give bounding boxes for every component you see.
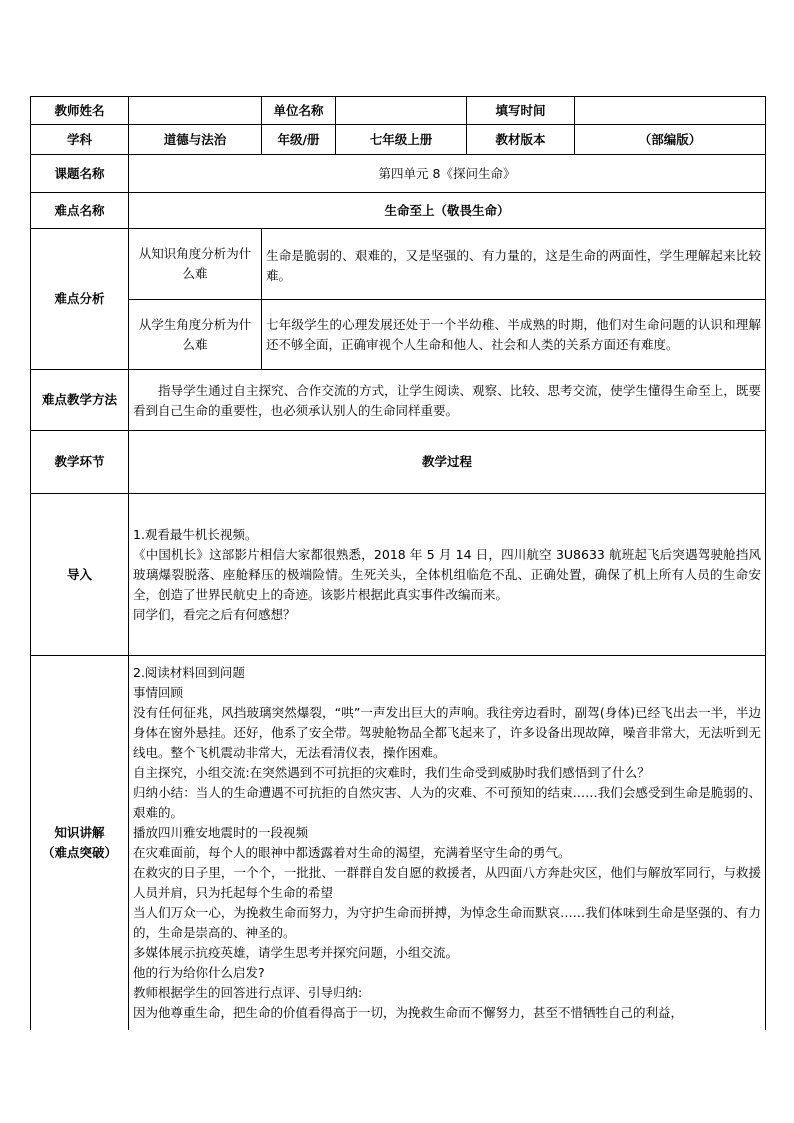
fill-date-label: 填写时间 (467, 97, 575, 125)
grade-value: 七年级上册 (336, 125, 467, 155)
lesson-title-value: 第四单元 8《探问生命》 (129, 155, 766, 193)
knowledge-row (31, 656, 766, 1030)
knowledge-line: 2.阅读材料回到问题 (133, 664, 245, 680)
knowledge-line: 播放四川雅安地震时的一段视频 (133, 824, 309, 840)
teaching-stage-label: 教学环节 (31, 431, 129, 494)
header-row-1 (31, 97, 766, 125)
knowledge-content (129, 656, 766, 1030)
knowledge-line: 在灾难面前，每个人的眼神中都透露着对生命的渴望，充满着坚守生命的勇气。 (133, 844, 571, 860)
subject-label: 学科 (31, 125, 129, 155)
knowledge-label (31, 656, 129, 1030)
teaching-method-text: 指导学生通过自主探究、合作交流的方式，让学生阅读、观察、比较、思考交流，使学生懂得生命至上，既要看到自己生命的重要性，也必须承认别人的生命同样重要。 (129, 370, 766, 431)
analysis-student-text: 七年级学生的心理发展还处于一个半幼稚、半成熟的时期，他们对生命问题的认识和理解还不够全面，正确审视个人生命和他人、社会和人类的关系方面还有难度。 (262, 300, 766, 370)
analysis-row-student (31, 300, 766, 370)
method-row (31, 370, 766, 431)
title-row (31, 155, 766, 193)
edition-value: （部编版） (575, 125, 766, 155)
knowledge-line: 归纳小结：当人的生命遭遇不可抗拒的自然灾害、人为的灾难、不可预知的结束……我们会感受到生命是脆弱的、艰难的。 (133, 784, 761, 820)
unit-name-value[interactable] (336, 97, 467, 125)
analysis-student-label-text: 从学生角度分析为什么难 (138, 316, 252, 352)
fill-date-value[interactable] (575, 97, 766, 125)
header-row-2 (31, 125, 766, 155)
knowledge-line: 在救灾的日子里，一个个，一批批、一群群自发自愿的救援者，从四面八方奔赴灾区，他们与解放军同行，与救援人员并肩，只为托起每个生命的希望 (133, 864, 761, 900)
knowledge-line: 因为他尊重生命，把生命的价值看得高于一切，为挽救生命而不懈努力，甚至不惜牺牲自己的利益， (133, 1004, 684, 1020)
edition-label: 教材版本 (467, 125, 575, 155)
knowledge-line: 他的行为给你什么启发? (133, 964, 265, 980)
teacher-name-value[interactable] (129, 97, 262, 125)
stage-header-row (31, 431, 766, 494)
teaching-method-label: 难点教学方法 (31, 370, 129, 431)
lesson-plan-table (30, 96, 766, 1030)
grade-label: 年级/册 (262, 125, 336, 155)
intro-line: 1.观看最牛机长视频。 (133, 526, 258, 542)
difficulty-name-value: 生命至上（敬畏生命） (129, 193, 766, 229)
intro-content (129, 494, 766, 656)
knowledge-line: 教师根据学生的回答进行点评、引导归纳: (133, 984, 363, 1000)
analysis-knowledge-label-text: 从知识角度分析为什么难 (138, 246, 252, 281)
subject-value: 道德与法治 (129, 125, 262, 155)
knowledge-line: 自主探究，小组交流:在突然遇到不可抗拒的灾难时，我们生命受到威胁时我们感悟到了什么？ (133, 764, 650, 780)
knowledge-line: 事情回顾 (133, 684, 184, 700)
lesson-title-label: 课题名称 (31, 155, 129, 193)
knowledge-label-line2: （难点突破） (41, 844, 117, 860)
analysis-knowledge-label (129, 229, 262, 300)
knowledge-label-line1: 知识讲解 (54, 824, 105, 840)
intro-row (31, 494, 766, 656)
knowledge-line: 当人们万众一心，为挽救生命而努力，为守护生命而拼搏，为悼念生命而默哀……我们体味到生命是坚强的、有力的，生命是崇高的、神圣的。 (133, 904, 761, 940)
intro-label: 导入 (31, 494, 129, 656)
analysis-student-label (129, 300, 262, 370)
teaching-process-label: 教学过程 (129, 431, 766, 494)
difficulty-row (31, 193, 766, 229)
unit-name-label: 单位名称 (262, 97, 336, 125)
intro-line: 同学们，看完之后有何感想？ (133, 606, 296, 622)
intro-line: 《中国机长》这部影片相信大家都很熟悉，2018 年 5 月 14 日，四川航空 3U8633 航班起飞后突遇驾驶舱挡风玻璃爆裂脱落、座舱释压的极端险情。生死关头，全体机组临危不乱、正确处置，确保了机上所有人员的生命安全，创造了世界民航史上的奇迹。该影片根据此真实事件改编而来。 (133, 546, 761, 602)
analysis-row-knowledge (31, 229, 766, 300)
difficulty-analysis-label: 难点分析 (31, 229, 129, 370)
difficulty-name-label: 难点名称 (31, 193, 129, 229)
teacher-name-label: 教师姓名 (31, 97, 129, 125)
knowledge-line: 多媒体展示抗疫英雄，请学生思考并探究问题，小组交流。 (133, 944, 459, 960)
knowledge-line: 没有任何征兆，风挡玻璃突然爆裂，“哄”一声发出巨大的声响。我往旁边看时，副驾(身体)已经飞出去一半，半边身体在窗外悬挂。还好，他系了安全带。驾驶舱物品全都飞起来了，许多设备出现故障，噪音非常大，无法听到无线电。整个飞机震动非常大，无法看清仪表，操作困难。 (133, 704, 761, 760)
analysis-knowledge-text: 生命是脆弱的、艰难的，又是坚强的、有力量的，这是生命的两面性，学生理解起来比较难。 (262, 229, 766, 300)
